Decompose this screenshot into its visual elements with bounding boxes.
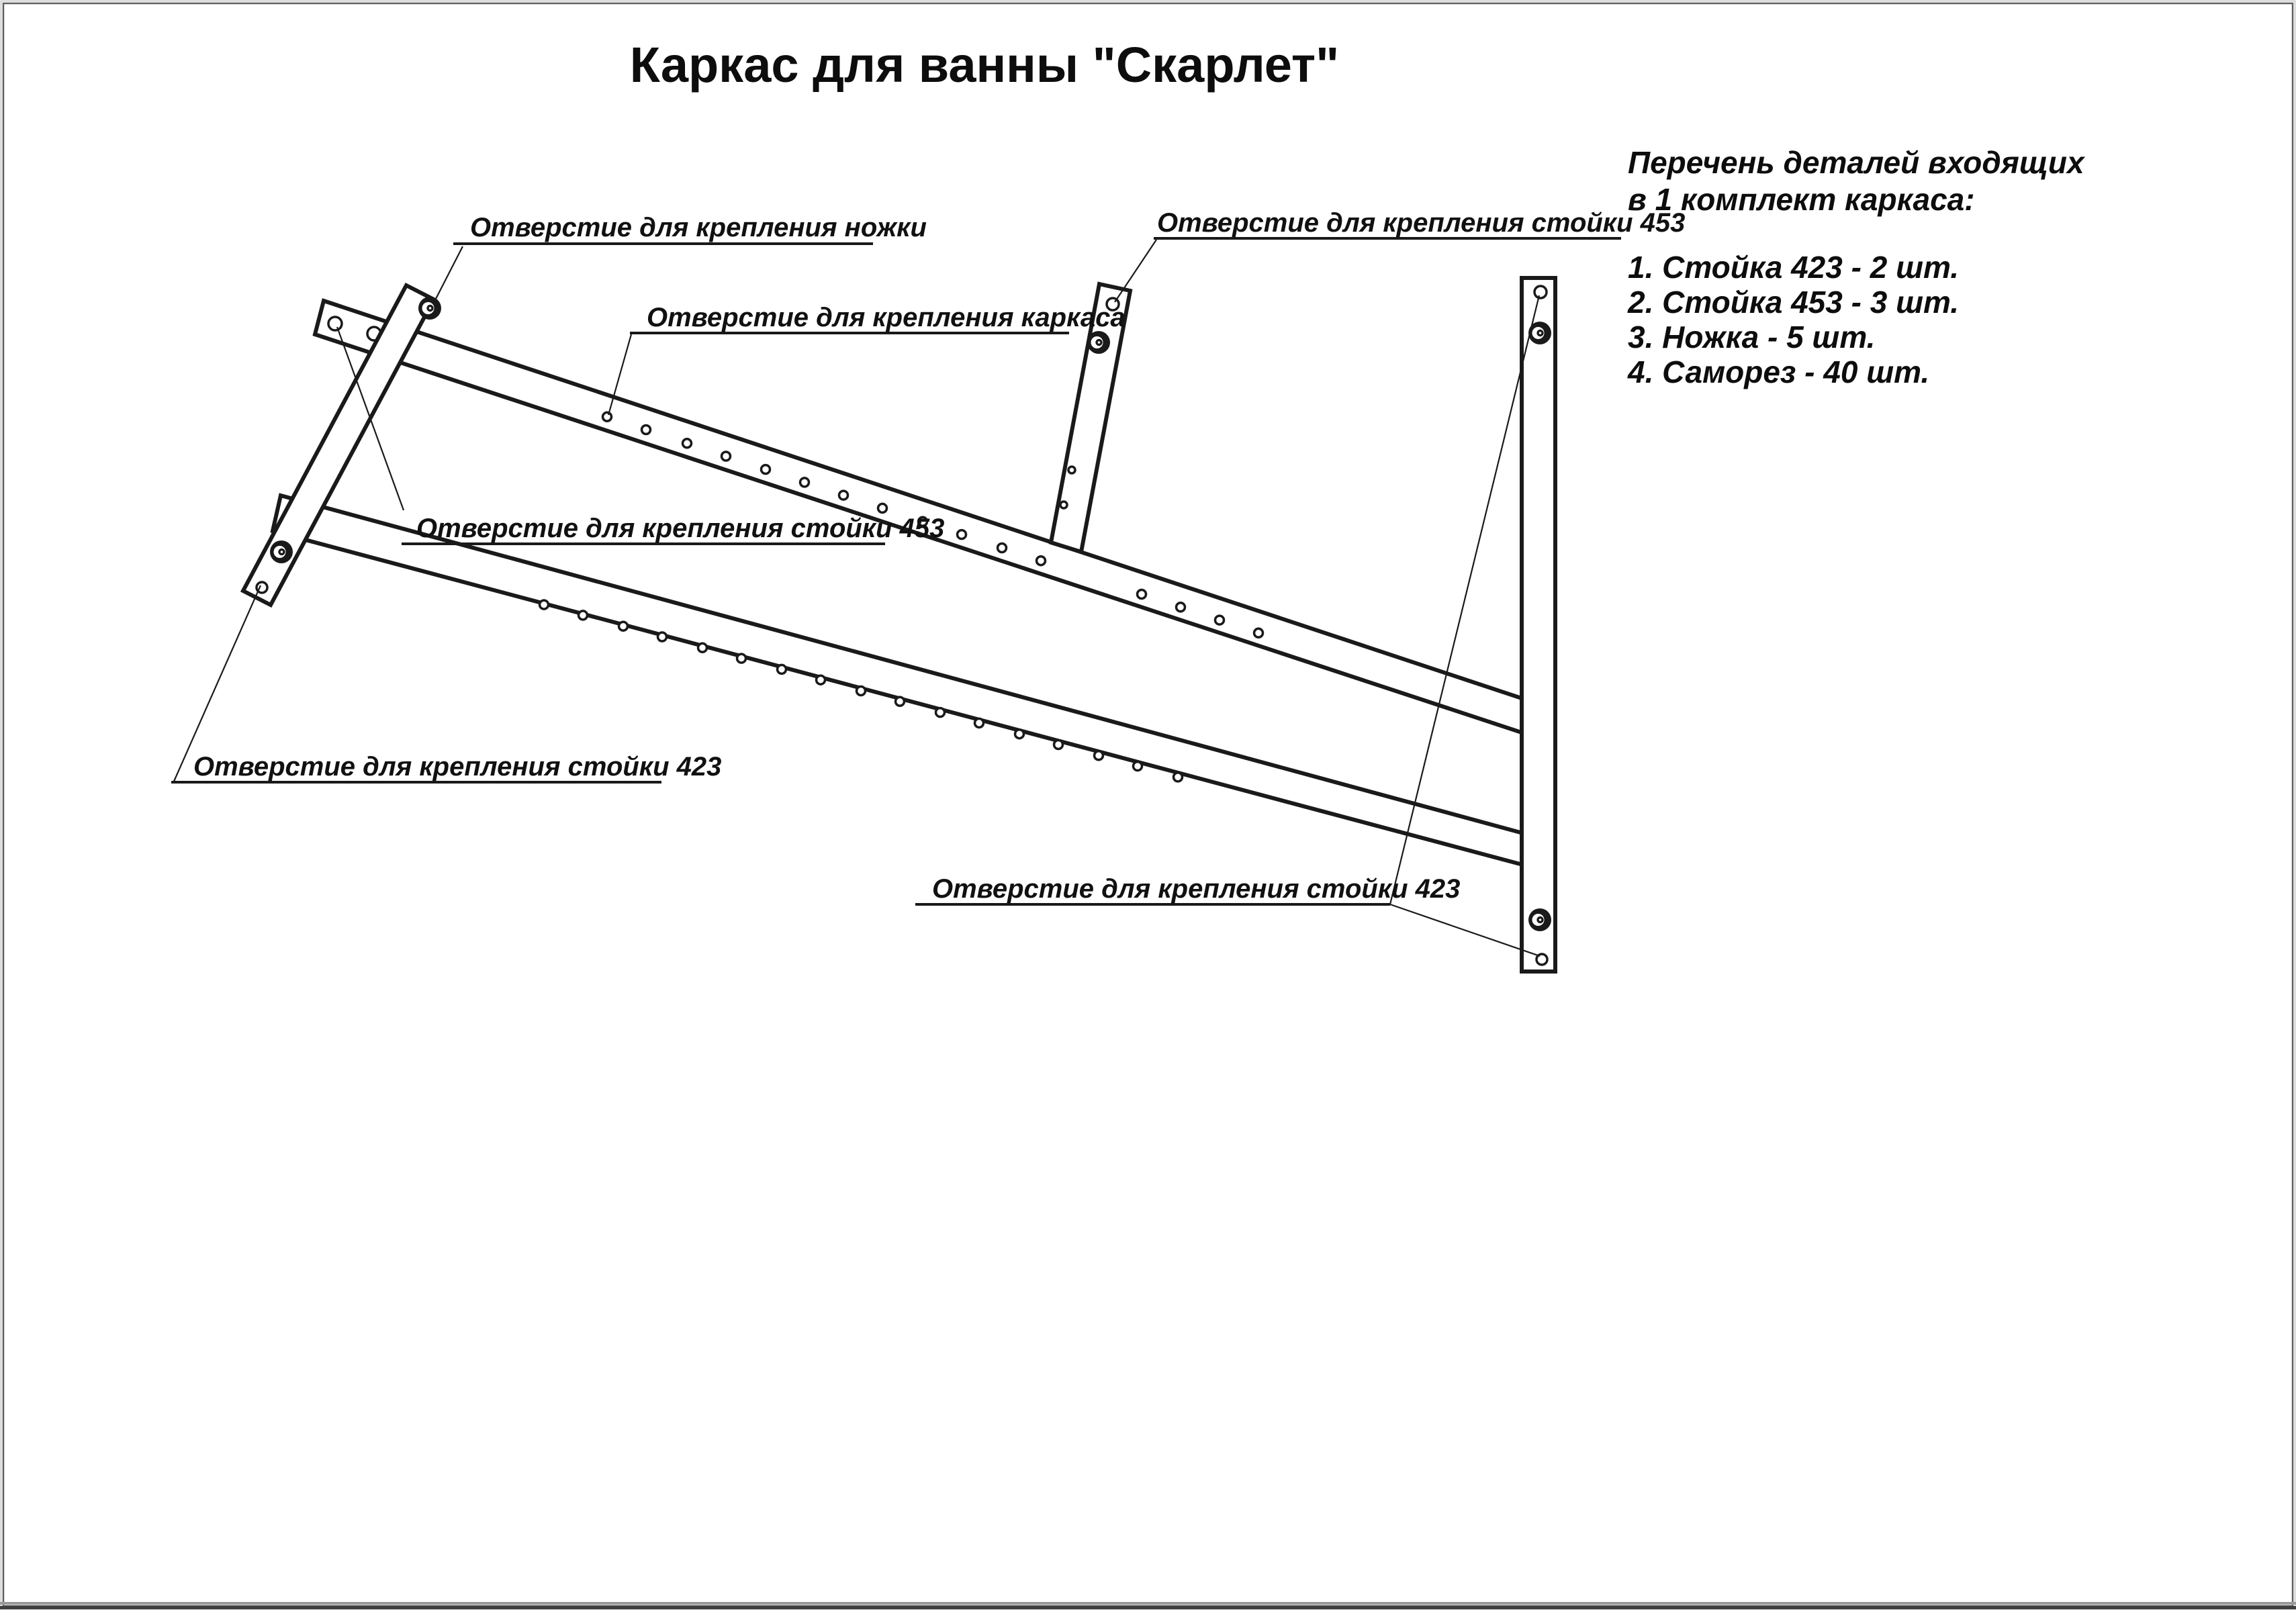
parts-list-item: 1. Стойка 423 - 2 шт. bbox=[1628, 250, 1960, 285]
callout-stand423-bottom: Отверстие для крепления стойки 423 bbox=[932, 874, 1461, 904]
leg-grommet bbox=[1528, 908, 1551, 931]
parts-list-item: 3. Ножка - 5 шт. bbox=[1628, 320, 1876, 354]
callout-stand423-left: Отверстие для крепления стойки 423 bbox=[193, 752, 722, 782]
parts-list-heading-line2: в 1 комплект каркаса: bbox=[1628, 182, 1975, 217]
leader-leg-hole bbox=[435, 246, 463, 300]
leader-stand423-to-bottom-hole bbox=[1390, 904, 1540, 956]
leg-grommet bbox=[418, 297, 441, 320]
parts-list-heading-line1: Перечень деталей входящих bbox=[1628, 145, 2084, 180]
bottom-rail bbox=[273, 495, 1538, 869]
drawing-title: Каркас для ванны "Скарлет" bbox=[629, 37, 1340, 93]
parts-list-item: 2. Стойка 453 - 3 шт. bbox=[1628, 285, 1960, 320]
leg-grommet bbox=[270, 540, 293, 563]
callout-stand453-left: Отверстие для крепления стойки 453 bbox=[416, 514, 945, 543]
parts-list bbox=[1627, 145, 2086, 389]
page-border bbox=[0, 1, 2296, 1609]
screw-hole bbox=[1068, 467, 1075, 473]
callout-frame-hole: Отверстие для крепления каркаса bbox=[647, 303, 1126, 332]
right-stand bbox=[1522, 278, 1555, 972]
screw-hole bbox=[1060, 502, 1067, 508]
callout-leg-hole: Отверстие для крепления ножки bbox=[470, 213, 927, 242]
callout-stand453-top: Отверстие для крепления стойки 453 bbox=[1157, 208, 1686, 238]
parts-list-item: 4. Саморез - 40 шт. bbox=[1628, 354, 1930, 389]
stand-mounting-hole bbox=[1534, 286, 1547, 298]
leader-stand423-to-top-hole bbox=[1390, 295, 1539, 904]
leader-stand453-top bbox=[1115, 240, 1156, 302]
leg-grommet bbox=[1087, 331, 1110, 354]
bracket-hole bbox=[328, 317, 342, 330]
